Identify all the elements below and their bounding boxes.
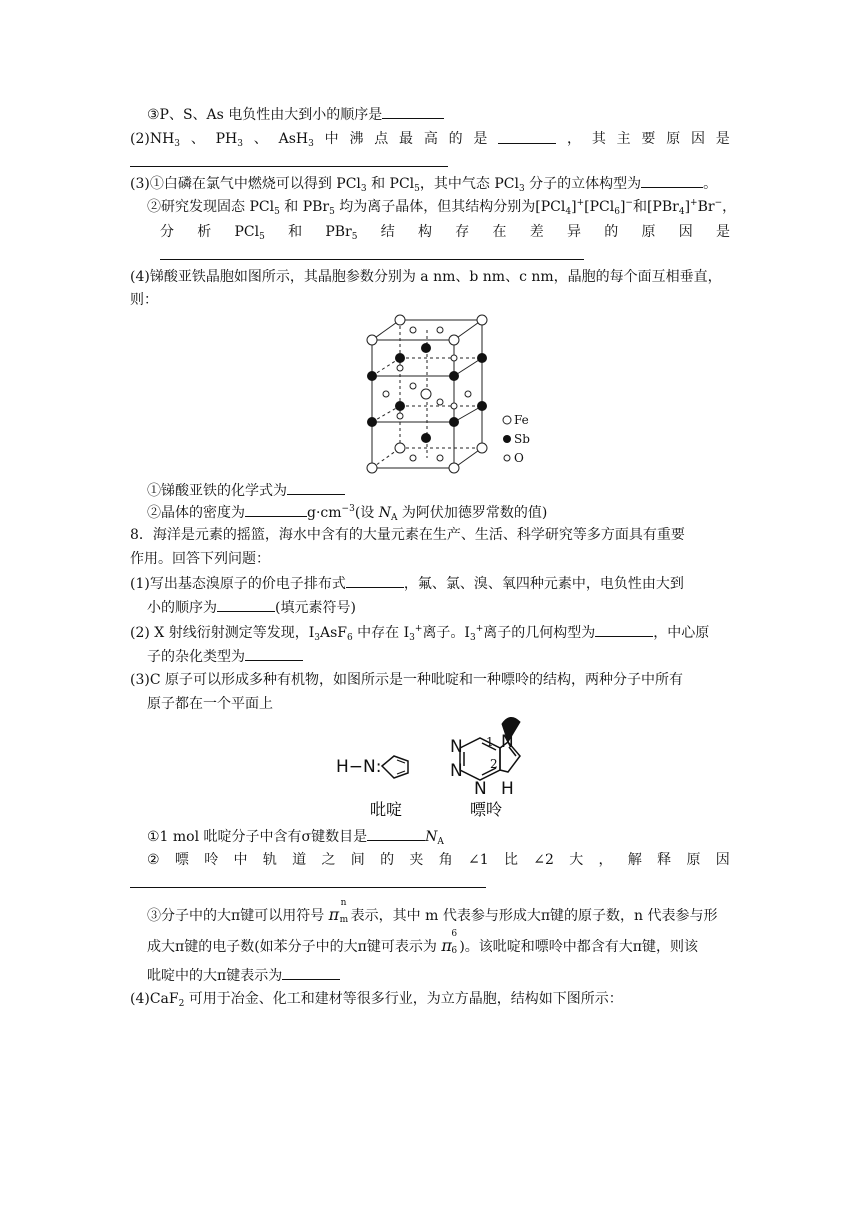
text: 最	[399, 131, 414, 147]
answer-line[interactable]	[130, 887, 486, 888]
text: 点	[374, 131, 389, 147]
answer-blank[interactable]	[382, 104, 444, 119]
q8-p3-3b: 成大π键的电子数(如苯分子中的大π键可表示为 π 6 6 )。该吡啶和嘌呤中都含有大π键，则该	[147, 929, 698, 956]
q8-p1a: (1)写出基态溴原子的价电子排布式 ，氟、氯、溴、氧四种元素中，电负性由大到	[130, 573, 684, 594]
purine-n4: N	[501, 732, 514, 752]
text: 因	[691, 131, 705, 147]
text: 主	[616, 131, 631, 147]
legend	[503, 413, 530, 465]
text: 高	[423, 131, 438, 147]
text: 是	[473, 131, 488, 147]
q8-p3-1: ①1 mol 吡啶分子中含有σ键数目是 $N_A$	[147, 826, 444, 847]
q7-p3-1: (3)①白磷在氯气中燃烧可以得到 PCl$_3$ 和 PCl$_5$，其中气态 PCl$_3$ 分子的立体构型为 。	[130, 173, 717, 194]
q7-p3-2: ②研究发现固态 PCl$_5$ 和 PBr$_5$ 均为离子晶体，但其结构分别为[PCl$_4$]+[PCl$_6$]−和[PBr$_4$]+Br−，	[147, 198, 737, 217]
text: 沸	[349, 131, 364, 147]
text: 其	[591, 131, 606, 147]
text: 、	[253, 131, 268, 147]
q7-p2	[130, 129, 730, 149]
answer-blank[interactable]	[245, 502, 307, 517]
answer-blank[interactable]	[641, 173, 703, 188]
q8-p3-2: ② 嘌 呤 中 轨 道 之 间 的 夹 角 ∠1 比 ∠2 大 ， 解 释 原 因	[147, 852, 730, 868]
molecules-figure	[330, 712, 550, 824]
q8-intro-1: 8．海洋是元素的摇篮，海水中含有的大量元素在生产、生活、科学研究等多方面具有重要	[130, 527, 685, 543]
answer-blank[interactable]	[245, 646, 303, 661]
legend-fe: Fe	[514, 413, 529, 427]
angle-1-label: 1	[486, 735, 494, 749]
legend-o: O	[514, 451, 524, 465]
text: 中	[324, 131, 339, 147]
text: $(2)NH_3$	[130, 131, 181, 149]
purine-name: 嘌呤	[470, 800, 503, 819]
q7-p4-2: ②晶体的密度为 $g\cdot cm^{-3}$(设 $N_A$ 为阿伏加德罗常数的值)	[147, 504, 548, 523]
q8-p2a: (2) X 射线衍射测定等发现，$I_3AsF_6$ 中存在 $I_3^+$离子。$I_3^+$离子的几何构型为 ，中心原	[130, 624, 710, 643]
q8-p2b: 子的杂化类型为	[147, 646, 303, 667]
purine-n3: N	[474, 779, 487, 799]
q8-p3b: 原子都在一个平面上	[147, 696, 273, 712]
q8-p1b: 小的顺序为 (填元素符号)	[147, 597, 356, 618]
crystal-cell-figure	[360, 310, 540, 480]
text: 是	[715, 131, 730, 147]
q8-p3-3c: 吡啶中的大π键表示为	[147, 965, 340, 986]
answer-line[interactable]	[130, 166, 448, 167]
answer-blank[interactable]	[282, 965, 340, 980]
q8-p3a: (3)C 原子可以形成多种有机物，如图所示是一种吡啶和一种嘌呤的结构，两种分子中所有	[130, 672, 683, 688]
text: AsH$_3$	[278, 131, 314, 149]
angle-2-label: 2	[490, 757, 498, 771]
pyridine-name: 吡啶	[370, 800, 403, 819]
purine-n1: N	[450, 737, 463, 757]
text: ③P、S、As 电负性由大到小的顺序是	[147, 107, 383, 123]
q8-p4: (4)CaF$_2$ 可用于冶金、化工和建材等很多行业，为立方晶胞，结构如下图所示：	[130, 991, 623, 1009]
text: 要	[641, 131, 656, 147]
q7-p1-3	[147, 104, 444, 125]
answer-blank[interactable]	[217, 597, 275, 612]
q7-p4-1: ①锑酸亚铁的化学式为	[147, 480, 345, 501]
text: 原	[666, 131, 681, 147]
q8-intro-2: 作用。回答下列问题：	[130, 551, 270, 567]
answer-line[interactable]	[160, 259, 584, 260]
answer-blank[interactable]	[595, 622, 653, 637]
q7-p4-line1: (4)锑酸亚铁晶胞如图所示，其晶胞参数分别为 a nm、b nm、c nm，晶胞的每个面互相垂直，	[130, 269, 722, 285]
answer-blank[interactable]	[367, 826, 425, 841]
purine-h: H	[501, 779, 514, 799]
q7-p3-2b: 分 析 PCl$_5$ 和 PBr$_5$ 结 构 存 在 差 异 的 原 因 是	[160, 224, 730, 242]
answer-blank[interactable]	[346, 573, 404, 588]
pyridine-hn-label: H−N:	[336, 757, 382, 777]
text: ，	[567, 131, 582, 147]
q8-p3-3: ③分子中的大π键可以用符号 π n m 表示，其中 m 代表参与形成大π键的原子数，n 代表参与形	[147, 898, 718, 925]
pyridine-structure	[336, 756, 408, 778]
text: $PH_3$	[215, 131, 243, 149]
answer-blank[interactable]	[498, 129, 556, 144]
q7-p4-line2: 则：	[130, 292, 158, 308]
text: 、	[190, 131, 205, 147]
answer-blank[interactable]	[287, 480, 345, 495]
legend-sb: Sb	[514, 432, 530, 446]
text: 的	[448, 131, 463, 147]
purine-n2: N	[450, 761, 463, 781]
